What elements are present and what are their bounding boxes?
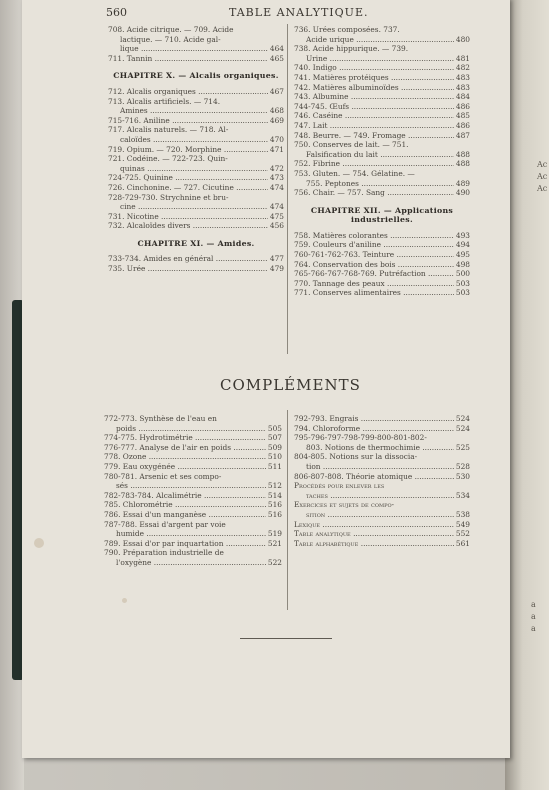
entry-page: 489: [455, 178, 470, 188]
index-entry: [294, 472, 470, 482]
entry-text: 780-781. Arsenic et ses compo-: [104, 471, 222, 481]
entry-text: sition .....: [306, 510, 454, 520]
entry-page: 510: [267, 452, 282, 462]
page-stain: [34, 538, 44, 548]
index-entry: [294, 288, 470, 298]
index-entry: [294, 443, 470, 453]
index-entry: [108, 116, 284, 126]
entry-text: 795-796-797-798-799-800-801-802-: [294, 433, 427, 443]
entry-page: 503: [455, 288, 470, 298]
index-entry: [294, 250, 470, 260]
index-entry: [294, 269, 470, 279]
entry-text: 760-761-762-763. Teinture .....: [294, 250, 454, 260]
index-entry: [104, 452, 282, 462]
index-entry: [294, 102, 470, 112]
entry-page: 524: [455, 423, 470, 433]
entry-page: 494: [455, 240, 470, 250]
entry-text: 782-783-784. Alcalimétrie .....: [104, 491, 266, 501]
entry-page: [468, 169, 470, 179]
index-entry: [294, 260, 470, 270]
entry-text: sés .....: [116, 481, 266, 491]
entry-page: 486: [455, 120, 470, 130]
index-entry: [294, 140, 470, 150]
index-entry: [294, 231, 470, 241]
index-entry: [108, 145, 284, 155]
entry-text: 804-805. Notions sur la dissocia-: [294, 452, 418, 462]
entry-page: 475: [269, 211, 284, 221]
entry-text: humide .....: [116, 529, 266, 539]
entry-text: 721. Codéine. — 722-723. Quin-: [108, 154, 228, 164]
entry-text: 748. Beurre. — 749. Fromage .....: [294, 131, 454, 141]
entry-text: lactique. — 710. Acide gal-: [120, 34, 221, 44]
index-entry: [108, 254, 284, 264]
entry-text: tion .....: [306, 462, 454, 472]
entry-page: 552: [455, 529, 470, 539]
entry-text: 755. Peptones .....: [306, 179, 454, 189]
entry-page: 477: [269, 254, 284, 264]
entry-text: 779. Eau oxygénée .....: [104, 462, 266, 472]
entry-text: l'oxygène .....: [116, 558, 266, 568]
entry-text: 744-745. Œufs .....: [294, 102, 454, 112]
entry-text: 758. Matières colorantes .....: [294, 231, 454, 241]
entry-text: Falsification du lait .....: [306, 150, 454, 160]
index-entry: [294, 159, 470, 169]
index-entry: [104, 510, 282, 520]
index-entry: [294, 529, 470, 539]
entry-text: 742. Matières albuminoïdes .....: [294, 83, 454, 93]
entry-page: 528: [455, 461, 470, 471]
entry-page: 480: [455, 34, 470, 44]
adjacent-page-fragment: Ac: [537, 160, 548, 169]
entry-page: 522: [267, 557, 282, 567]
entry-text: 786. Essai d'un manganèse .....: [104, 510, 266, 520]
chapter-heading: CHAPITRE XI. — Amides.: [137, 238, 255, 248]
index-entry: [294, 44, 470, 54]
entry-text: 756. Chair. — 757. Sang .....: [294, 188, 454, 198]
entry-page: [468, 140, 470, 150]
entry-page: 512: [267, 481, 282, 491]
entry-page: 507: [267, 433, 282, 443]
index-entry: [108, 193, 284, 203]
index-entry: [294, 150, 470, 160]
index-entry: [108, 125, 284, 135]
index-entry: [104, 520, 282, 530]
entry-page: [468, 44, 470, 54]
entry-page: [282, 97, 284, 107]
entry-text: 715-716. Aniline .....: [108, 116, 268, 126]
entry-text: 770. Tannage des peaux .....: [294, 279, 454, 289]
entry-page: [282, 35, 284, 45]
entry-page: 486: [455, 101, 470, 111]
entry-page: [282, 154, 284, 164]
index-entry: [294, 539, 470, 549]
entry-text: 712. Alcalis organiques .....: [108, 87, 268, 97]
entry-page: 500: [455, 269, 470, 279]
index-entry: [294, 433, 470, 443]
entry-page: 467: [269, 86, 284, 96]
entry-page: 464: [269, 44, 284, 54]
index-entry: [104, 529, 282, 539]
index-entry: [108, 135, 284, 145]
entry-page: [468, 452, 470, 462]
entry-text: 732. Alcaloïdes divers .....: [108, 221, 268, 231]
index-entry: [294, 424, 470, 434]
index-entry: [104, 424, 282, 434]
entry-page: 514: [267, 490, 282, 500]
entry-page: 488: [455, 149, 470, 159]
entry-page: 521: [267, 538, 282, 548]
entry-text: 752. Fibrine .....: [294, 159, 454, 169]
adjacent-page-fragment: a: [531, 612, 536, 621]
end-rule: [240, 638, 332, 639]
entry-page: [468, 500, 470, 510]
page-number: 560: [106, 6, 127, 19]
entry-page: 503: [455, 278, 470, 288]
entry-page: 516: [267, 500, 282, 510]
complements-column-left: [104, 414, 282, 568]
index-entry: [108, 44, 284, 54]
entry-text: Amines .....: [120, 106, 268, 116]
entry-text: 764. Conservation des bois .....: [294, 260, 454, 270]
entry-text: cine .....: [120, 202, 268, 212]
entry-page: 530: [455, 471, 470, 481]
index-entry: [104, 481, 282, 491]
entry-page: [282, 25, 284, 35]
entry-text: Table alphabétique .....: [294, 539, 454, 549]
index-entry: [108, 164, 284, 174]
entry-text: 753. Gluten. — 754. Gélatine. —: [294, 168, 415, 178]
index-entry: [108, 173, 284, 183]
entry-page: [282, 193, 284, 203]
entry-text: Procédés pour enlever les: [294, 481, 385, 491]
complements-heading: COMPLÉMENTS: [220, 376, 361, 394]
entry-text: Acide urique .....: [306, 35, 454, 45]
adjacent-page: [505, 0, 549, 790]
index-entry: [294, 179, 470, 189]
entry-page: 482: [455, 63, 470, 73]
entry-text: 789. Essai d'or par inquartation .....: [104, 539, 266, 549]
index-entry: [108, 202, 284, 212]
index-entry: [294, 481, 470, 491]
entry-text: 728-729-730. Strychnine et bru-: [108, 192, 229, 202]
page-header: [22, 6, 510, 20]
index-entry: [104, 414, 282, 424]
entry-text: 740. Indigo .....: [294, 63, 454, 73]
index-entry: [294, 111, 470, 121]
index-entry: [104, 539, 282, 549]
entry-page: 474: [269, 202, 284, 212]
adjacent-page-fragment: a: [531, 624, 536, 633]
entry-page: 505: [267, 423, 282, 433]
index-entry: [108, 183, 284, 193]
entry-page: 490: [455, 188, 470, 198]
running-title: TABLE ANALYTIQUE.: [229, 6, 369, 19]
index-entry: [108, 25, 284, 35]
entry-text: 778. Ozone .....: [104, 452, 266, 462]
entry-page: 488: [455, 159, 470, 169]
entry-page: 456: [269, 221, 284, 231]
entry-page: 561: [455, 538, 470, 548]
adjacent-page-fragment: Ac: [537, 184, 548, 193]
adjacent-page-fragment: Ac: [537, 172, 548, 181]
entry-text: 747. Lait .....: [294, 121, 454, 131]
entry-text: 719. Opium. — 720. Morphine .....: [108, 145, 268, 155]
index-column-left: [108, 25, 284, 274]
index-entry: [294, 240, 470, 250]
index-entry: [294, 500, 470, 510]
entry-text: 806-807-808. Théorie atomique .....: [294, 472, 454, 482]
index-entry: [104, 433, 282, 443]
index-entry: [108, 106, 284, 116]
index-entry: [108, 264, 284, 274]
index-entry: [294, 73, 470, 83]
entry-text: 733-734. Amides en général .....: [108, 254, 268, 264]
index-entry: [104, 558, 282, 568]
index-entry: [294, 188, 470, 198]
entry-page: [468, 481, 470, 491]
entry-text: 746. Caséine .....: [294, 111, 454, 121]
entry-text: 765-766-767-768-769. Putréfaction .....: [294, 269, 454, 279]
entry-page: 471: [269, 144, 284, 154]
entry-text: taches .....: [306, 491, 454, 501]
entry-page: 516: [267, 509, 282, 519]
entry-page: 474: [269, 182, 284, 192]
entry-page: 470: [269, 134, 284, 144]
index-entry: [294, 35, 470, 45]
index-entry: [108, 54, 284, 64]
index-entry: [108, 87, 284, 97]
chapter-heading: CHAPITRE XII. — Applications industrielles.: [310, 205, 454, 225]
entry-page: 485: [455, 111, 470, 121]
entry-page: [280, 548, 282, 558]
column-divider: [287, 24, 288, 354]
entry-page: 524: [455, 414, 470, 423]
entry-text: 803. Notions de thermochimie .....: [306, 443, 454, 453]
index-entry: [104, 548, 282, 558]
entry-text: 759. Couleurs d'aniline .....: [294, 240, 454, 250]
entry-text: 717. Alcalis naturels. — 718. Al-: [108, 125, 229, 135]
page-stain: [122, 598, 127, 603]
book-page: [22, 0, 510, 758]
index-column-right: [294, 25, 470, 298]
entry-text: 771. Conserves alimentaires .....: [294, 288, 454, 298]
entry-page: 469: [269, 115, 284, 125]
index-entry: [294, 121, 470, 131]
index-entry: [108, 35, 284, 45]
index-entry: [294, 63, 470, 73]
entry-page: 484: [455, 92, 470, 102]
entry-page: [280, 472, 282, 482]
entry-text: Urine .....: [306, 54, 454, 64]
entry-page: 483: [455, 82, 470, 92]
index-entry: [294, 83, 470, 93]
index-entry: [294, 25, 470, 35]
entry-page: 509: [267, 442, 282, 452]
entry-text: poids .....: [116, 424, 266, 434]
entry-text: 772-773. Synthèse de l'eau en: [104, 414, 217, 423]
index-entry: [294, 414, 470, 424]
index-entry: [104, 500, 282, 510]
index-entry: [104, 472, 282, 482]
entry-text: 743. Albumine .....: [294, 92, 454, 102]
entry-page: 487: [455, 130, 470, 140]
entry-page: 511: [267, 461, 282, 471]
entry-text: 774-775. Hydrotimétrie .....: [104, 433, 266, 443]
entry-page: 473: [269, 173, 284, 183]
index-entry: [294, 491, 470, 501]
entry-text: 726. Cinchonine. — 727. Cicutine .....: [108, 183, 268, 193]
index-entry: [108, 97, 284, 107]
entry-text: 785. Chlorométrie .....: [104, 500, 266, 510]
entry-text: 792-793. Engrais .....: [294, 414, 454, 424]
chapter-heading: CHAPITRE X. — Alcalis organiques.: [113, 71, 279, 81]
entry-text: Table analytique .....: [294, 529, 454, 539]
entry-text: caloïdes .....: [120, 135, 268, 145]
entry-page: 538: [455, 509, 470, 519]
entry-text: 776-777. Analyse de l'air en poids .....: [104, 443, 266, 453]
entry-page: 498: [455, 259, 470, 269]
index-entry: [294, 131, 470, 141]
column-divider: [287, 410, 288, 610]
entry-text: 735. Urée .....: [108, 264, 268, 274]
entry-page: 465: [269, 53, 284, 63]
index-entry: [294, 279, 470, 289]
index-entry: [294, 510, 470, 520]
entry-text: 736. Urées composées. 737.: [294, 25, 400, 34]
entry-page: 525: [455, 442, 470, 452]
index-entry: [294, 169, 470, 179]
entry-text: Exercices et sujets de compo-: [294, 500, 395, 510]
entry-text: Lexique .....: [294, 520, 454, 530]
entry-page: 493: [455, 230, 470, 240]
entry-page: 534: [455, 490, 470, 500]
entry-page: [468, 25, 470, 35]
entry-text: 787-788. Essai d'argent par voie: [104, 519, 226, 529]
entry-text: 741. Matières protéiques .....: [294, 73, 454, 83]
entry-page: 495: [455, 250, 470, 260]
entry-text: 790. Préparation industrielle de: [104, 548, 224, 558]
adjacent-page-fragment: a: [531, 600, 536, 609]
index-entry: [108, 154, 284, 164]
index-entry: [294, 520, 470, 530]
index-entry: [294, 92, 470, 102]
index-entry: [294, 452, 470, 462]
entry-page: [468, 433, 470, 443]
entry-page: [280, 520, 282, 530]
index-entry: [294, 54, 470, 64]
entry-page: 472: [269, 163, 284, 173]
index-entry: [294, 462, 470, 472]
index-entry: [104, 491, 282, 501]
complements-column-right: [294, 414, 470, 548]
entry-page: 481: [455, 53, 470, 63]
index-entry: [104, 462, 282, 472]
entry-text: 724-725. Quinine .....: [108, 173, 268, 183]
entry-text: 794. Chloroforme .....: [294, 424, 454, 434]
entry-text: quinas .....: [120, 164, 268, 174]
entry-text: 711. Tannin .....: [108, 54, 268, 64]
entry-text: 708. Acide citrique. — 709. Acide: [108, 25, 234, 34]
index-entry: [104, 443, 282, 453]
entry-page: 479: [269, 264, 284, 274]
entry-text: 750. Conserves de lait. — 751.: [294, 140, 409, 150]
entry-text: lique .....: [120, 44, 268, 54]
entry-page: 549: [455, 519, 470, 529]
entry-text: 731. Nicotine .....: [108, 212, 268, 222]
entry-text: 738. Acide hippurique. — 739.: [294, 44, 409, 54]
entry-page: [282, 125, 284, 135]
entry-page: 519: [267, 529, 282, 539]
index-entry: [108, 212, 284, 222]
entry-page: 468: [269, 106, 284, 116]
index-entry: [108, 221, 284, 231]
entry-text: 713. Alcalis artificiels. — 714.: [108, 96, 221, 106]
entry-page: 483: [455, 72, 470, 82]
entry-page: [280, 414, 282, 424]
